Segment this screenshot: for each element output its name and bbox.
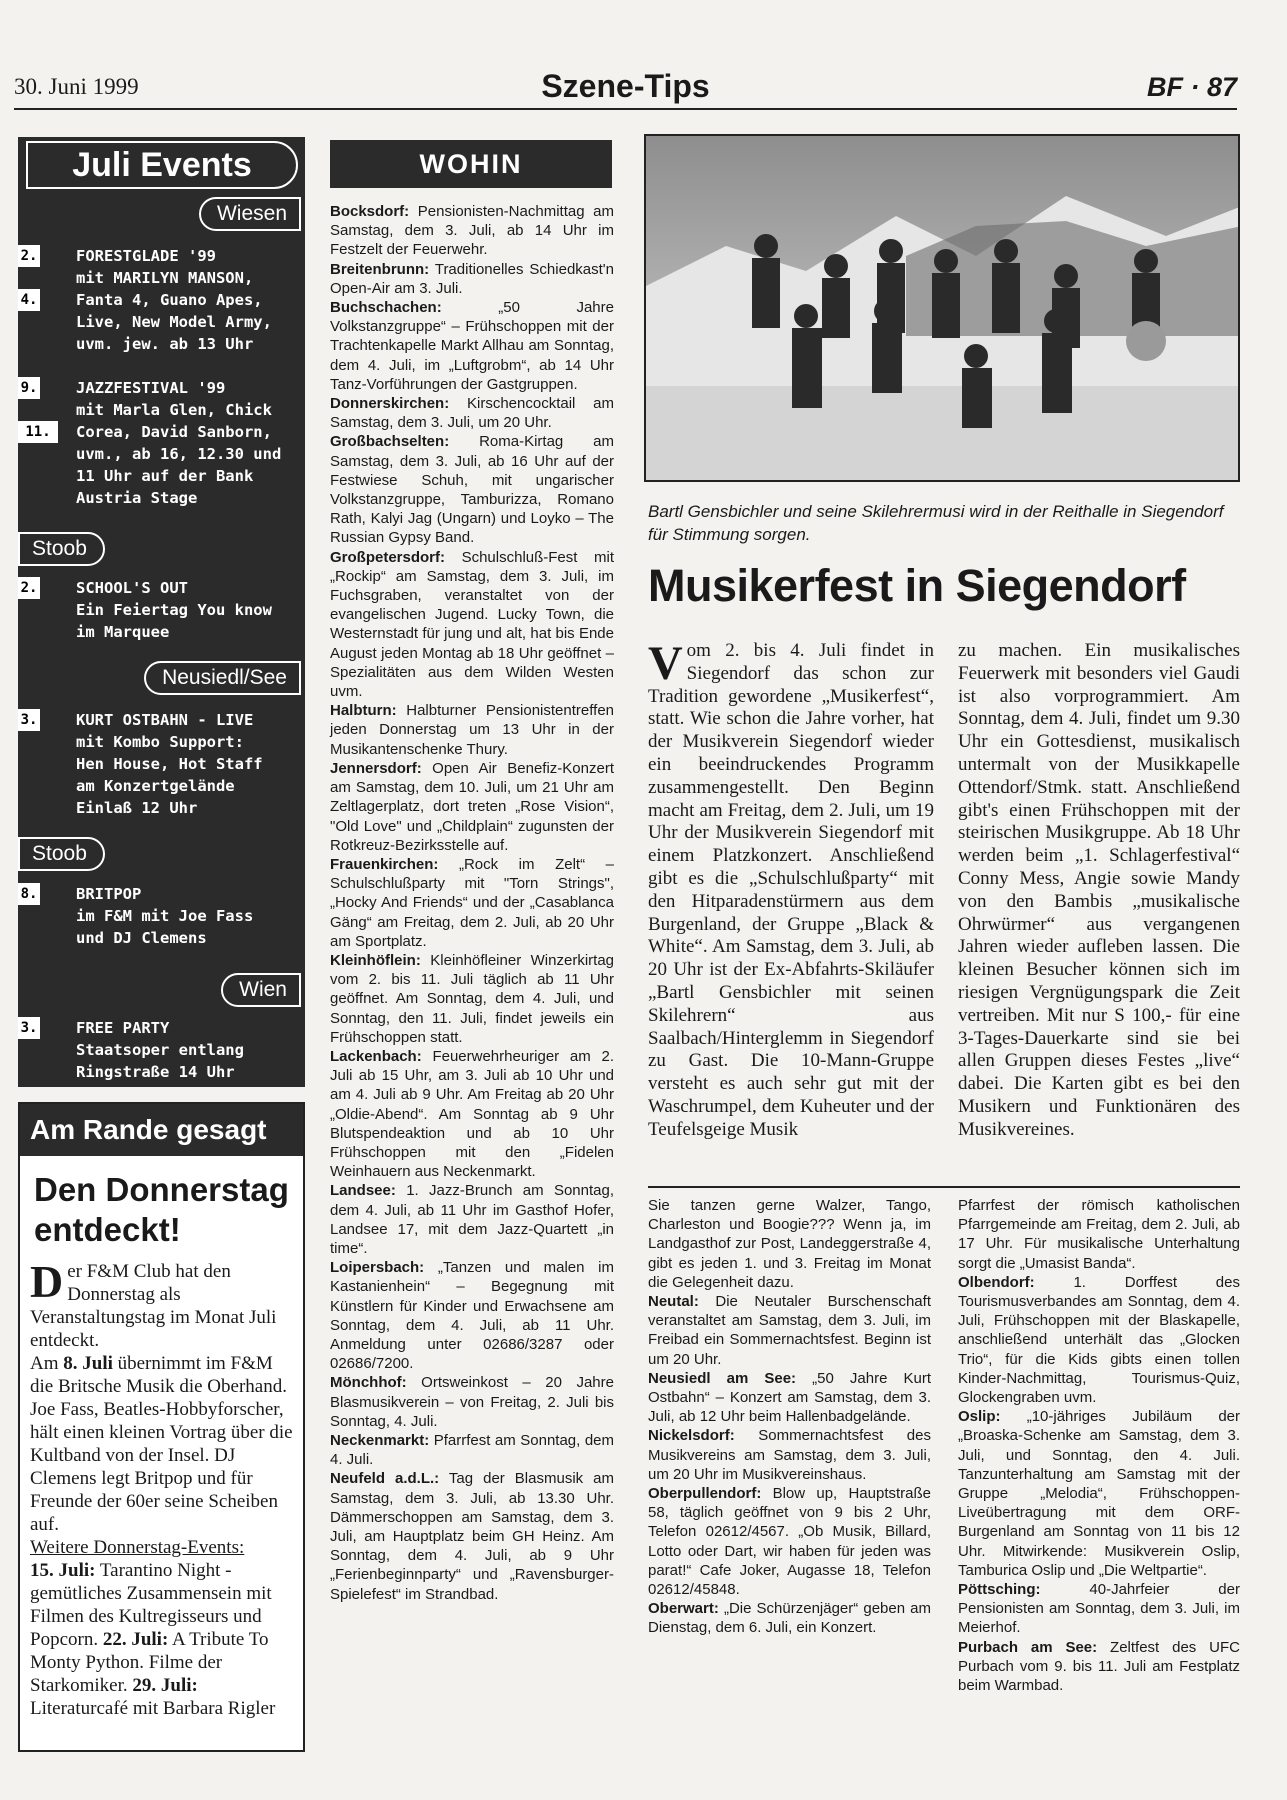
listing-entry	[330, 1181, 614, 1258]
listing-entry	[958, 1580, 1240, 1638]
listing-entry	[330, 759, 614, 855]
listing-place: Buchschachen:	[330, 299, 442, 317]
july-events-box	[18, 137, 305, 1087]
event-text: SCHOOL'S OUT Ein Feiertag You know im Marquee	[76, 579, 272, 641]
events-tag-neusiedl: Neusiedl/See	[144, 661, 301, 695]
listing-entry	[958, 1273, 1240, 1407]
lower-list-2	[958, 1196, 1240, 1695]
listing-place: Mönchhof:	[330, 1374, 407, 1392]
am-rande-box	[18, 1102, 305, 1752]
event-day: 8.	[18, 883, 40, 905]
listing-text: Pfarrfest am Sonntag, dem 4. Juli.	[330, 1432, 614, 1469]
listing-place: Jennersdorf:	[330, 759, 422, 777]
event-text: FORESTGLADE '99 mit MARILYN MANSON, Fanta 4, Guano Apes, Live, New Model Army, uvm. jew. ab 13 Uhr	[76, 247, 272, 353]
article-col-1: Vom 2. bis 4. Juli findet in Siegendorf das schon zur Tradition gewordene „Musikerfest“, statt. Wie schon die Jahre vorher, hat der Musikverein Siegendorf wieder ein beeindruckendes Programm zusammengestellt. Den Beginn macht am Freitag, dem 2. Juli, um 19 Uhr der Musikverein Siegendorf mit einem Platzkonzert. Anschließend gibt es die „Schulschlußparty“ mit den Hitparadenstürmern aus dem Burgenland, der Gruppe „Black & White“. Am Samstag, dem 3. Juli, ab 20 Uhr ist der Ex-Abfahrts-Skiläufer „Bartl Gensbichler mit seinen Skilehrern“ aus Saalbach/Hinterglemm in Siegendorf zu Gast. Die 10-Mann-Gruppe versteht es auch sehr gut mit der Waschrumpel, dem Kuheuter und der Teufelsgeige Musik	[648, 637, 934, 1140]
event-day: 2.	[18, 577, 40, 599]
rande-header: Am Rande gesagt	[20, 1104, 303, 1156]
listing-text: Zeltfest des UFC Purbach vom 9. bis 11. Juli am Festplatz beim Warmbad.	[958, 1638, 1240, 1695]
issue-date: 30. Juni 1999	[14, 74, 139, 99]
listing-entry	[648, 1369, 931, 1427]
drop-cap: V	[648, 637, 683, 690]
listing-text: Die Neutaler Burschenschaft veranstaltet am Samstag, dem 3. Juli, im Freibad ein Sommernachtsfest. Beginn ist um 20 Uhr.	[648, 1293, 931, 1368]
listing-text: 1. Jazz-Brunch am Sonntag, dem 4. Juli, ab 11 Uhr im Gasthof Hofer, Landsee 17, mit dem Jazz-Quartett „in time“.	[330, 1182, 614, 1257]
listing-text: „50 Jahre Volkstanzgruppe“ – Frühschoppen mit der Trachtenkapelle Markt Allhau am Sonntag, dem 4. Juli, im „Luftgrobm“, ab 14 Uhr Tanz-Vorführungen der Gastgruppen.	[330, 299, 614, 393]
event-day: 2.	[18, 245, 40, 267]
listing-entry	[330, 1258, 614, 1373]
event-day: 9.	[18, 377, 40, 399]
event-item	[18, 577, 305, 643]
wohin-header: WOHIN	[330, 140, 612, 188]
listing-text: Open Air Benefiz-Konzert am Samstag, dem 10. Juli, um 21 Uhr am Zeltlagerplatz, dort treten „Rose Vision“, "Old Love" und „Childplain“ zugunsten der Rotkreuz-Bezirksstelle auf.	[330, 759, 614, 854]
listing-entry	[330, 951, 614, 1047]
event-item	[18, 245, 305, 355]
event-text: JAZZFESTIVAL '99 mit Marla Glen, Chick Corea, David Sanborn, uvm., ab 16, 12.30 und 11 Uhr auf der Bank Austria Stage	[76, 379, 282, 507]
event-day: 3.	[18, 709, 40, 731]
photo-caption: Bartl Gensbichler und seine Skilehrermusi wird in der Reithalle in Siegendorf für Stimmung sorgen.	[648, 502, 1224, 544]
more-events-heading: Weitere Donnerstag-Events:	[30, 1537, 245, 1558]
listing-entry	[330, 1047, 614, 1181]
listing-place: Neutal:	[648, 1293, 699, 1311]
listing-place: Oslip:	[958, 1408, 1001, 1426]
listing-text: Tag der Blasmusik am Samstag, dem 3. Juli, ab 13.30 Uhr. Dämmerschoppen am Samstag, dem 3. Juli, am Hauptplatz beim GH Heinz. Am Sonntag, dem 4. Juli, ab 9 Uhr „Ferienbeginnparty“ und „Ravensburger-Spielefest“ im Strandbad.	[330, 1470, 615, 1603]
event-day: 3.	[18, 1017, 40, 1039]
listing-place: Frauenkirchen:	[330, 855, 439, 873]
rande-title: Den Donnerstag entdeckt!	[34, 1171, 289, 1248]
event-text: BRITPOP im F&M mit Joe Fass und DJ Clemens	[76, 885, 254, 947]
listing-place: Loipersbach:	[330, 1259, 425, 1277]
listing-text: „Tanzen und malen im Kastanienhein“ – Begegnung mit Künstlern für Kinder und Erwachsene am Sonntag, dem 4. Juli, ab 11 Uhr. Anmeldung unter 02686/3287 oder 02686/7200.	[330, 1259, 614, 1373]
event-item	[18, 883, 305, 949]
listing-entry	[648, 1292, 931, 1369]
listing-text: Ortsweinkost – 20 Jahre Blasmusikverein – von Freitag, 2. Juli bis Sonntag, 4. Juli.	[330, 1374, 614, 1430]
event-day: 4.	[18, 289, 40, 311]
listing-text: Pfarrfest der römisch katholischen Pfarrgemeinde am Freitag, dem 2. Juli, ab 17 Uhr. Für musikalische Unterhaltung sorgt die „Umasist Banda“.	[958, 1197, 1240, 1272]
listing-text: „Rock im Zelt“ – Schulschlußparty mit "Torn Strings", „Hocky And Friends“ und der „Casablanca Gäng“ am Freitag, dem 2. Juli, ab 20 Uhr am Sportplatz.	[330, 855, 614, 950]
listing-entry	[330, 202, 614, 260]
listing-place: Kleinhöflein:	[330, 951, 421, 969]
listing-entry	[958, 1196, 1240, 1273]
listing-entry	[648, 1426, 931, 1484]
listing-entry	[648, 1484, 931, 1599]
drop-cap: D	[30, 1256, 64, 1307]
listing-place: Halbturn:	[330, 702, 397, 720]
band-photo	[644, 134, 1240, 482]
event-text: KURT OSTBAHN - LIVE mit Kombo Support: Hen House, Hot Staff am Konzertgelände Einlaß 12 Uhr	[76, 711, 263, 817]
article-col-2: zu machen. Ein musikalisches Feuerwerk mit besonders viel Gaudi ist also vorprogrammiert. Am Sonntag, dem 4. Juli, findet um 9.30 Uhr ein Gottesdienst, musikalisch untermalt von der Musikkapelle Ottendorf/Stmk. statt. Anschließend gibt's einen Frühschoppen mit der steirischen Musikgruppe. Ab 18 Uhr werden beim „1. Schlagerfestival“ Conny Mess, Angie sowie Mandy von den Bambis „musikalische Ohrwürmer“ aus vergangenen Jahren wieder aufleben lassen. Die kleinen Besucher können sich im riesigen Vergnügungspark die Zeit vertreiben. Mit nur S 100,- für eine 3-Tages-Dauerkarte sind sie bei allen Gruppen dieses Festes „live“ dabei. Die Karten gibt es bei den Musikern und Funktionären des Musikvereines.	[958, 640, 1240, 1140]
listing-text: Feuerwehrheuriger am 2. Juli ab 15 Uhr, am 3. Juli ab 10 Uhr und am 4. Juli ab 9 Uhr. Am Freitag ab 20 Uhr „Oldie-Abend“. Am Sonntag ab 9 Uhr Blutspendeaktion und ab 10 Uhr Frühschoppen mit den „Fidelen Weinhauern aus Neckenmarkt.	[330, 1047, 614, 1181]
listing-entry	[958, 1407, 1240, 1580]
page-header	[14, 64, 1237, 110]
listing-entry	[648, 1196, 931, 1292]
listing-entry	[330, 1431, 614, 1469]
wohin-list	[330, 202, 614, 1604]
listing-entry	[648, 1599, 931, 1637]
listing-text: Blow up, Hauptstraße 58, täglich geöffnet von 9 bis 2 Uhr, Telefon 02612/4567. „Ob Musik, Billard, Lotto oder Dart, wir haben für jeden was parat!“ Cafe Joker, Augasse 18, Telefon 02612/45848.	[648, 1485, 931, 1599]
listing-place: Purbach am See:	[958, 1638, 1098, 1656]
listing-place: Neckenmarkt:	[330, 1432, 430, 1449]
event-item	[18, 377, 305, 509]
listing-place: Donnerskirchen:	[330, 395, 450, 413]
listing-text: 40-Jahrfeier der Pensionisten am Sonntag, dem 3. Juli, im Meierhof.	[958, 1581, 1240, 1637]
listing-entry	[330, 1469, 614, 1603]
listing-text: „10-jähriges Jubiläum der „Broaska-Schenke am Samstag, dem 3. Juli, und Sonntag, den 4. Juli. Tanzunterhaltung am Samstag mit der Gruppe „Melodia“, Frühschoppen-Liveübertragung mit dem ORF-Burgenland am Sonntag von 11 bis 12 Uhr. Mitwirkende: Musikverein Oslip, Tamburica Oslip und „Die Weltpartie“.	[958, 1408, 1240, 1579]
listing-text: Traditionelles Schiedkast'n Open-Air am 3. Juli.	[330, 260, 614, 297]
listing-place: Großpetersdorf:	[330, 548, 446, 566]
listing-place: Landsee:	[330, 1182, 396, 1200]
listing-entry	[330, 701, 614, 759]
event-item	[18, 1017, 305, 1083]
page-number: BF · 87	[1146, 72, 1237, 102]
listing-text: Roma-Kirtag am Samstag, dem 3. Juli, ab 16 Uhr auf der Festwiese Schuh, mit ungarischer Volkstanzgruppe, Tamburizza, Romano Rath, Kalyi Jag (Ungarn) und Loyko – The Russian Gypsy Band.	[330, 433, 614, 547]
listing-text: Halbturner Pensionistentreffen jeden Donnerstag um 13 Uhr in der Musikantenschenke Thury.	[330, 702, 614, 758]
listing-place: Nickelsdorf:	[648, 1427, 735, 1445]
listing-text: Sie tanzen gerne Walzer, Tango, Charleston und Boogie??? Wenn ja, im Landgasthof zur Post, Landeggerstraße 4, gibt es jeden 1. und 3. Freitag im Monat die Gelegenheit dazu.	[648, 1197, 931, 1291]
listing-text: Sommernachtsfest des Musikvereins am Samstag, dem 3. Juli, um 20 Uhr im Musikvereinshaus.	[648, 1427, 931, 1483]
listing-place: Bocksdorf:	[330, 203, 410, 220]
listing-entry	[330, 260, 614, 298]
listing-place: Neufeld a.d.L.:	[330, 1470, 440, 1488]
listing-place: Großbachselten:	[330, 433, 450, 451]
event-text: FREE PARTY Staatsoper entlang Ringstraße 14 Uhr	[76, 1019, 244, 1081]
listing-text: 1. Dorffest des Tourismusverbandes am Sonntag, dem 4. Juli, Frühschoppen mit der Blaskapelle, anschließend unterhält das „Glocken Trio“, für die Kids gibts einen tollen Kinder-Nachmittag, Tourismus-Quiz, Glockengraben uvm.	[958, 1273, 1240, 1407]
listing-place: Lackenbach:	[330, 1047, 422, 1065]
listing-entry	[958, 1638, 1240, 1696]
listing-entry	[330, 432, 614, 547]
listing-entry	[330, 394, 614, 432]
events-tag-stoob-2: Stoob	[18, 837, 105, 871]
listing-text: Schulschluß-Fest mit „Rockip“ am Samstag, dem 3. Juli, im Fuchsgraben, veranstaltet von der evangelischen Jugend. Lucky Town, die Westernstadt für jung und alt, hat bis Ende August jeden Montag ab 18 Uhr geöffnet – Spezialitäten aus dem Wilden Westen uvm.	[330, 548, 614, 701]
section-title: Szene-Tips	[541, 68, 710, 104]
events-tag-stoob: Stoob	[18, 532, 105, 566]
listing-entry	[330, 548, 614, 702]
listing-place: Oberwart:	[648, 1600, 719, 1618]
listing-text: Kirschencocktail am Samstag, dem 3. Juli, um 20 Uhr.	[330, 395, 614, 432]
listing-text: „Die Schürzenjäger“ geben am Dienstag, dem 6. Juli, ein Konzert.	[648, 1600, 931, 1637]
listing-entry	[330, 855, 614, 951]
article-headline: Musikerfest in Siegendorf	[648, 560, 1186, 611]
photo-illustration	[646, 136, 1240, 482]
listing-text: Kleinhöfleiner Winzerkirtag vom 2. bis 11. Juli täglich ab 11 Uhr geöffnet. Am Sonntag, dem 4. Juli, und Sonntag, den 11. Juli, findet jeweils ein Frühschoppen statt.	[330, 951, 614, 1046]
event-item	[18, 709, 305, 819]
listing-place: Breitenbrunn:	[330, 260, 430, 278]
events-title: Juli Events	[26, 141, 298, 189]
events-tag-wiesen: Wiesen	[199, 197, 301, 231]
section-divider	[648, 1186, 1240, 1188]
listing-place: Oberpullendorf:	[648, 1485, 762, 1503]
listing-place: Neusiedl am See:	[648, 1369, 797, 1387]
lower-list-1	[648, 1196, 931, 1638]
events-tag-wien: Wien	[221, 973, 301, 1007]
listing-text: Pensionisten-Nachmittag am Samstag, dem 3. Juli, ab 14 Uhr im Festzelt der Feuerwehr.	[330, 203, 614, 259]
listing-entry	[330, 298, 614, 394]
listing-text: „50 Jahre Kurt Ostbahn“ – Konzert am Samstag, dem 3. Juli, ab 12 Uhr beim Hallenbadgelände.	[648, 1369, 931, 1426]
listing-place: Olbendorf:	[958, 1273, 1035, 1291]
rande-body: Der F&M Club hat den Donnerstag als Veranstaltungstag im Monat Juli entdeckt. Am 8. Juli übernimmt im F&M die Britsche Musik die Oberhand. Joe Fass, Beatles-Hobbyforscher, hält einen kleinen Vortrag über die Kultband von der Insel. DJ Clemens legt Britpop und für Freunde der 60er seine Scheiben auf. Weitere Donnerstag-Events: 15. Juli: Tarantino Night - gemütliches Zusammensein mit Filmen des Kultregisseurs und Popcorn. 22. Juli: A Tribute To Monty Python. Filme der Starkomiker. 29. Juli: Literaturcafé mit Barbara Rigler	[30, 1256, 293, 1719]
listing-place: Pöttsching:	[958, 1581, 1041, 1599]
listing-entry	[330, 1373, 614, 1431]
event-day: 11.	[18, 421, 58, 443]
